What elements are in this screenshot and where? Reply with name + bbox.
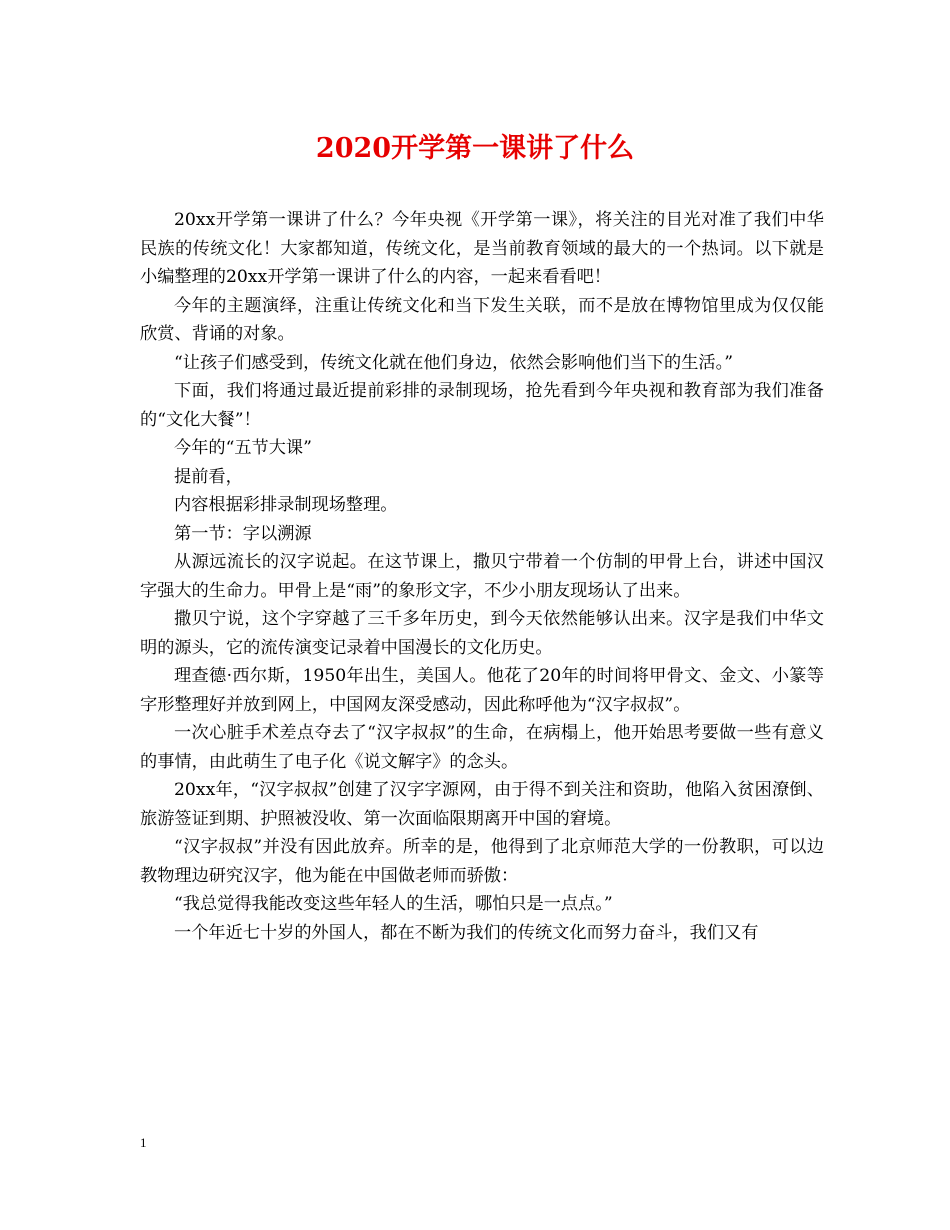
paragraph: “汉字叔叔”并没有因此放弃。所幸的是，他得到了北京师范大学的一份教职，可以边教物理边研究汉字，他为能在中国做老师而骄傲：	[140, 837, 824, 886]
paragraph: 撒贝宁说，这个字穿越了三千多年历史，到今天依然能够认出来。汉字是我们中华文明的源头，它的流传演变记录着中国漫长的文化历史。	[140, 609, 824, 658]
paragraph: 理查德·西尔斯，1950年出生，美国人。他花了20年的时间将甲骨文、金文、小篆等字形整理好并放到网上，中国网友深受感动，因此称呼他为“汉字叔叔”。	[140, 666, 824, 715]
paragraph: 20xx年，“汉字叔叔”创建了汉字字源网，由于得不到关注和资助，他陷入贫困潦倒、旅游签证到期、护照被没收、第一次面临限期离开中国的窘境。	[140, 780, 824, 829]
paragraph: “我总觉得我能改变这些年轻人的生活，哪怕只是一点点。”	[174, 894, 613, 914]
paragraph: 下面，我们将通过最近提前彩排的录制现场，抢先看到今年央视和教育部为我们准备的“文化大餐”！	[140, 381, 824, 430]
paragraph: 一个年近七十岁的外国人，都在不断为我们的传统文化而努力奋斗，我们又有	[174, 922, 759, 943]
paragraph: 从源远流长的汉字说起。在这节课上，撒贝宁带着一个仿制的甲骨上台，讲述中国汉字强大的生命力。甲骨上是“雨”的象形文字，不少小朋友现场认了出来。	[140, 552, 824, 601]
paragraph: 内容根据彩排录制现场整理。	[174, 495, 398, 515]
document-body	[140, 206, 824, 947]
section-heading: 第一节：字以溯源	[174, 523, 312, 544]
page-number: 1	[140, 1135, 147, 1150]
paragraph: 20xx开学第一课讲了什么？今年央视《开学第一课》，将关注的目光对准了我们中华民族的传统文化！大家都知道，传统文化，是当前教育领域的最大的一个热词。以下就是小编整理的20xx开学第一课讲了什么的内容，一起来看看吧！	[140, 210, 824, 287]
paragraph: 提前看，	[174, 466, 243, 487]
paragraph: 今年的“五节大课”	[174, 438, 312, 458]
paragraph: 今年的主题演绎，注重让传统文化和当下发生关联，而不是放在博物馆里成为仅仅能欣赏、背诵的对象。	[140, 295, 824, 344]
paragraph: “让孩子们感受到，传统文化就在他们身边，依然会影响他们当下的生活。”	[174, 352, 733, 373]
page-title: 2020开学第一课讲了什么	[315, 133, 635, 164]
paragraph: 一次心脏手术差点夺去了“汉字叔叔”的生命，在病榻上，他开始思考要做一些有意义的事情，由此萌生了电子化《说文解字》的念头。	[140, 723, 824, 772]
